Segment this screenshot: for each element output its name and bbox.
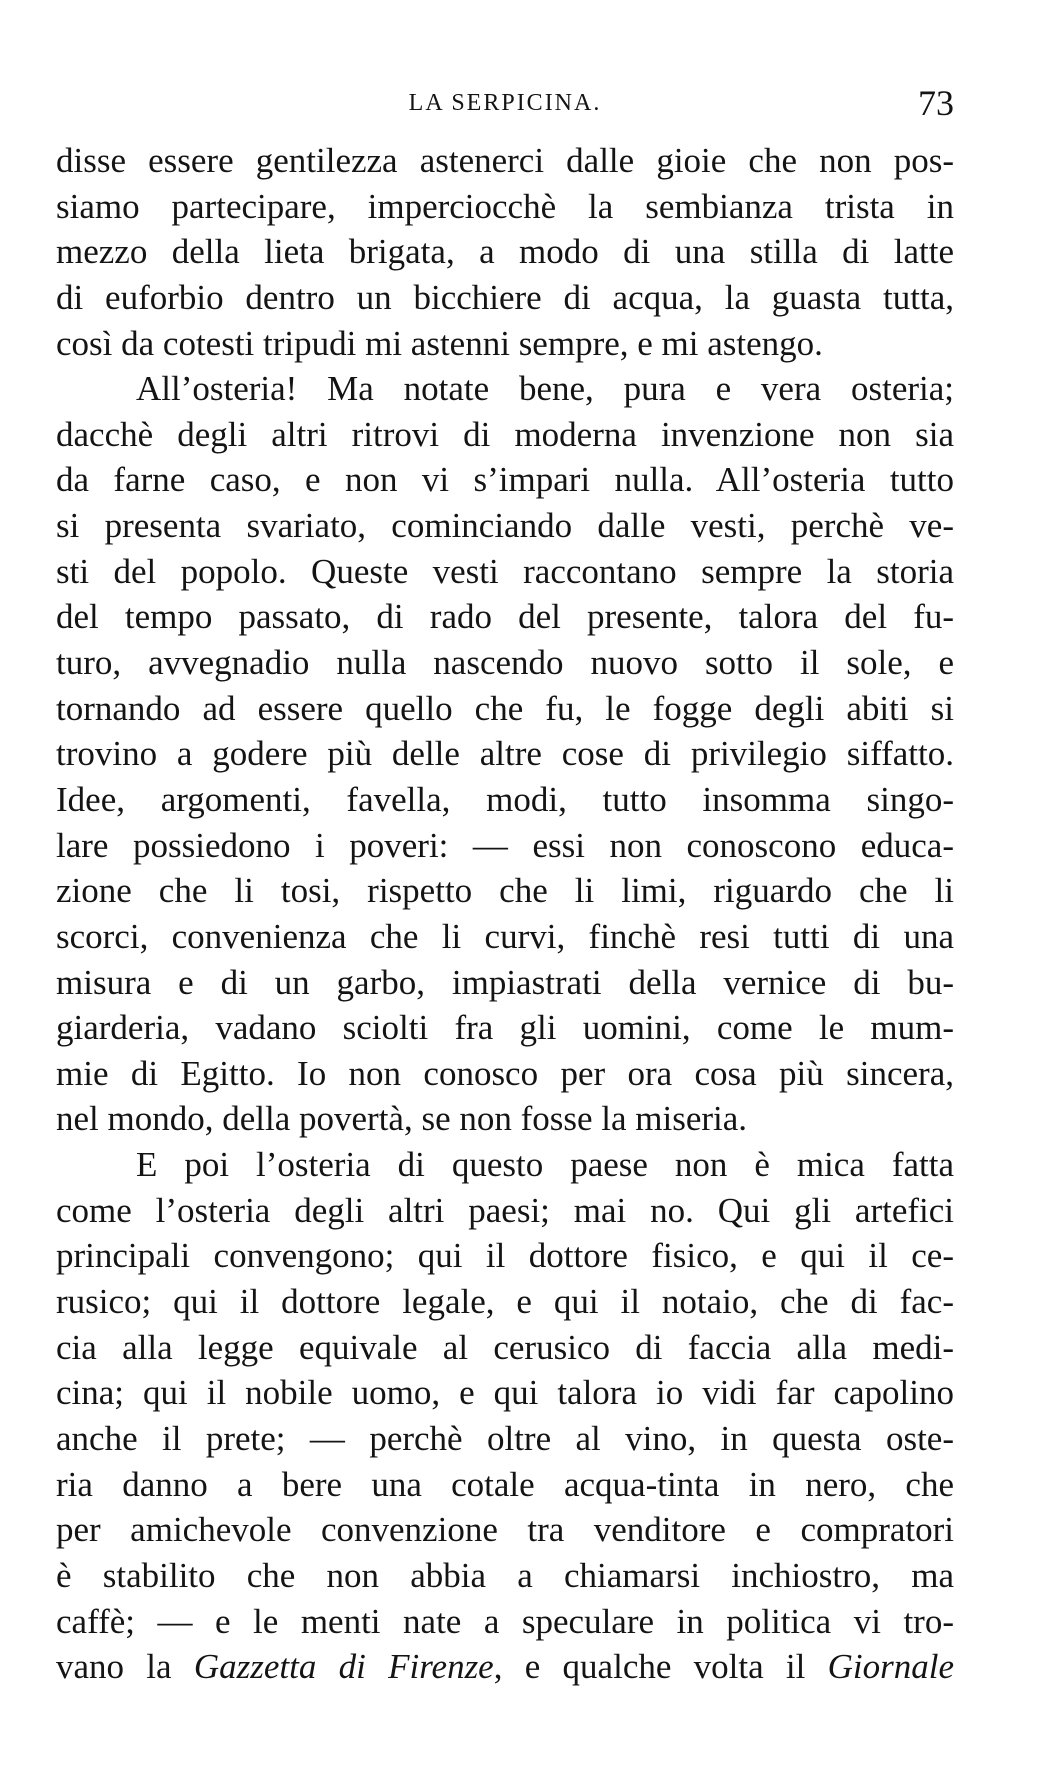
text-run: , e qualche volta il [493,1647,828,1687]
text-line: scorci, convenienza che li curvi, finchè resi tutti di una [56,916,954,956]
text-line: caffè; — e le menti nate a speculare in politica vi tro- [56,1601,954,1641]
text-line: misura e di un garbo, impiastrati della vernice di bu- [56,962,954,1002]
text-line: mezzo della lieta brigata, a modo di una stilla di latte [56,232,954,272]
text-line-final [56,1644,954,1690]
text-line: cina; qui il nobile uomo, e qui talora io vidi far capolino [56,1373,954,1413]
text-line: del tempo passato, di rado del presente, talora del fu- [56,597,954,637]
text-line: turo, avvegnadio nulla nascendo nuovo sotto il sole, e [56,643,954,683]
text-line: lare possiedono i poveri: — essi non conoscono educa- [56,825,954,865]
text-line: dacchè degli altri ritrovi di moderna invenzione non sia [56,414,954,454]
text-line: disse essere gentilezza astenerci dalle gioie che non pos- [56,141,954,180]
text-line: è stabilito che non abbia a chiamarsi inchiostro, ma [56,1555,954,1595]
text-line: mie di Egitto. Io non conosco per ora cosa più sincera, [56,1053,954,1093]
text-line: principali convengono; qui il dottore fisico, e qui il ce- [56,1236,954,1276]
text-line: sti del popolo. Queste vesti raccontano sempre la storia [56,551,954,591]
body-text [56,138,954,1690]
text-line: trovino a godere più delle altre cose di privilegio siffatto. [56,734,954,774]
text-line: tornando ad essere quello che fu, le fogge degli abiti si [56,688,954,728]
text-line: Idee, argomenti, favella, modi, tutto insomma singo- [56,779,954,819]
running-head [56,82,954,122]
text-run: vano la [56,1647,194,1687]
text-line: per amichevole convenzione tra venditore e compratori [56,1510,954,1550]
page-number: 73 [918,83,954,123]
text-line: anche il prete; — perchè oltre al vino, in questa oste- [56,1418,954,1458]
text-line: da farne caso, e non vi s’impari nulla. All’osteria tutto [56,460,954,500]
running-title: LA SERPICINA. [408,90,602,116]
text-line: All’osteria! Ma notate bene, pura e vera osteria; [136,369,954,409]
text-line: così da cotesti tripudi mi astenni sempre, e mi astengo. [56,323,823,363]
text-line: zione che li tosi, rispetto che li limi, riguardo che li [56,871,954,911]
text-line: come l’osteria degli altri paesi; mai no. Qui gli artefici [56,1190,954,1230]
italic-title-journal: Giornale [827,1647,955,1687]
text-line: giarderia, vadano sciolti fra gli uomini, come le mum- [56,1008,954,1048]
text-line: si presenta svariato, cominciando dalle vesti, perchè ve- [56,506,954,546]
text-line: rusico; qui il dottore legale, e qui il notaio, che di fac- [56,1282,954,1322]
text-line: di euforbio dentro un bicchiere di acqua, la guasta tutta, [56,277,954,317]
text-line: cia alla legge equivale al cerusico di faccia alla medi- [56,1327,954,1367]
text-line: E poi l’osteria di questo paese non è mica fatta [136,1145,954,1185]
text-line: siamo partecipare, imperciocchè la sembianza trista in [56,186,954,226]
text-line: nel mondo, della povertà, se non fosse la miseria. [56,1099,748,1139]
italic-title-newspaper: Gazzetta di Firenze [193,1647,494,1687]
text-line: ria danno a bere una cotale acqua-tinta in nero, che [56,1464,954,1504]
